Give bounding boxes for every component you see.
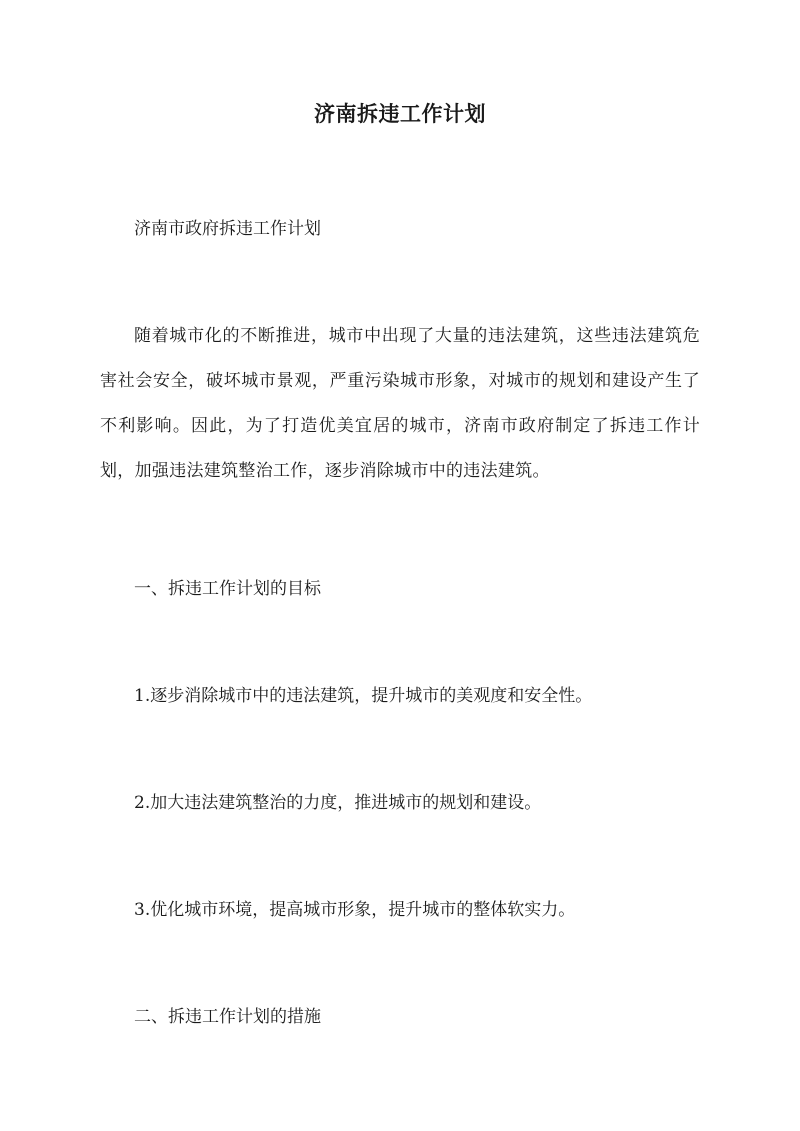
goal-item-2: 2.加大违法建筑整治的力度，推进城市的规划和建设。 (134, 793, 542, 813)
goal-item-3: 3.优化城市环境，提高城市形象，提升城市的整体软实力。 (134, 900, 576, 920)
document-title: 济南拆违工作计划 (314, 101, 486, 126)
goal-item-1: 1.逐步消除城市中的违法建筑，提升城市的美观度和安全性。 (134, 686, 593, 706)
intro-paragraph: 随着城市化的不断推进，城市中出现了大量的违法建筑，这些违法建筑危害社会安全，破坏城市景观，严重污染城市形象，对城市的规划和建设产生了不利影响。因此，为了打造优美宜居的城市，济南市政府制定了拆违工作计划，加强违法建筑整治工作，逐步消除城市中的违法建筑。 (100, 326, 700, 481)
document-subtitle: 济南市政府拆违工作计划 (134, 219, 321, 239)
section-1-heading: 一、拆违工作计划的目标 (134, 579, 321, 599)
section-2-heading: 二、拆违工作计划的措施 (134, 1007, 321, 1027)
